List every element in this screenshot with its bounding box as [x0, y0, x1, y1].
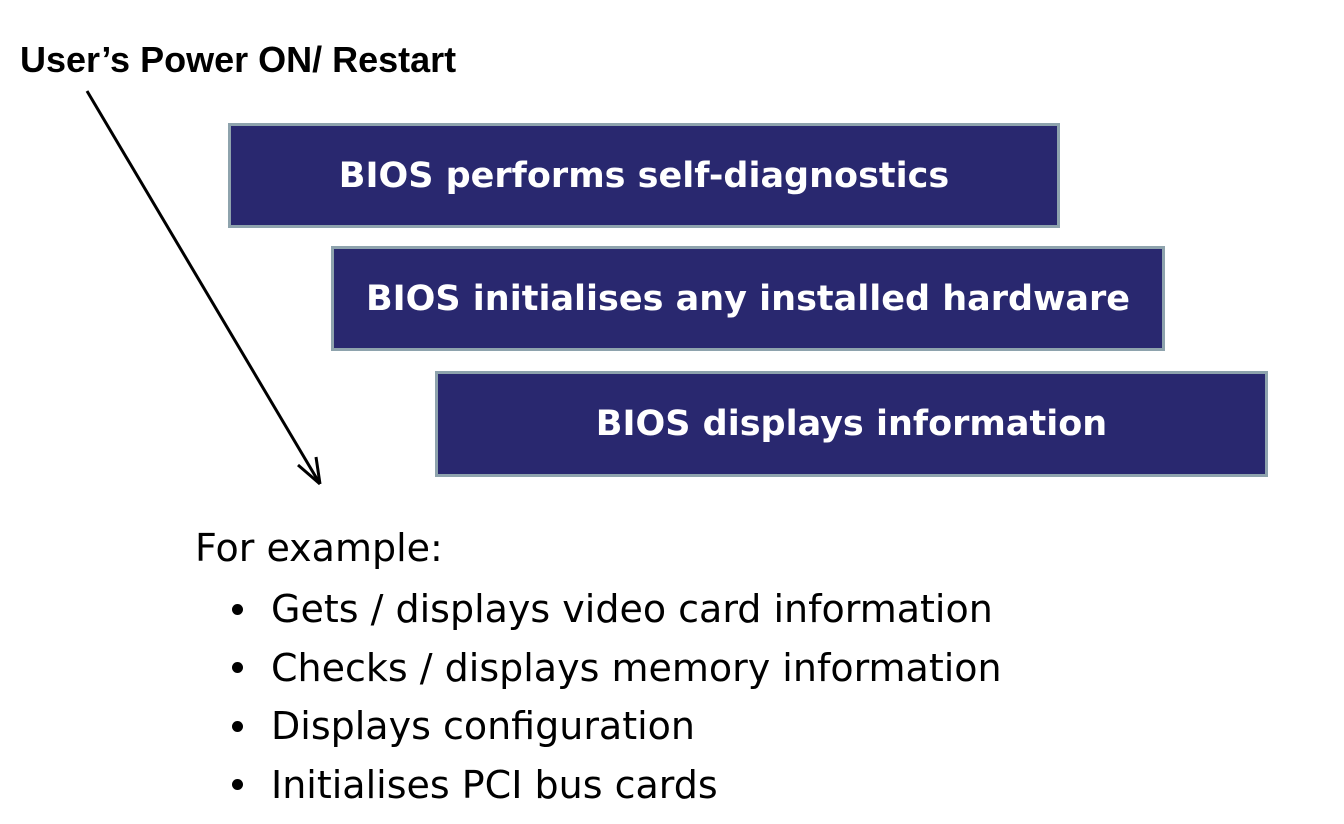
list-item-text: Checks / displays memory information [271, 645, 1002, 690]
step-box-display-information [435, 371, 1268, 477]
list-item-text: Gets / displays video card information [271, 587, 993, 631]
flow-arrow-head-left [298, 465, 320, 484]
example-heading: For example: [195, 526, 443, 570]
list-item [232, 756, 1002, 815]
bullet-icon [232, 662, 243, 673]
flow-arrow-head-right [316, 457, 320, 484]
step-label: BIOS initialises any installed hardware [365, 278, 1131, 319]
list-item [232, 580, 1002, 639]
bullet-icon [232, 721, 243, 732]
step-label: BIOS performs self-diagnostics [338, 155, 950, 196]
list-item-text: Initialises PCI bus cards [271, 762, 718, 807]
list-item-text: Displays configuration [271, 704, 696, 748]
example-list [232, 580, 1002, 814]
step-box-self-diagnostics [228, 123, 1060, 228]
list-item [232, 639, 1002, 698]
list-item [232, 697, 1002, 756]
diagram-title: User’s Power ON/ Restart [20, 39, 457, 80]
bullet-icon [232, 779, 243, 790]
step-box-initialise-hardware [331, 246, 1165, 351]
step-label: BIOS displays information [595, 404, 1108, 444]
bullet-icon [232, 604, 243, 615]
